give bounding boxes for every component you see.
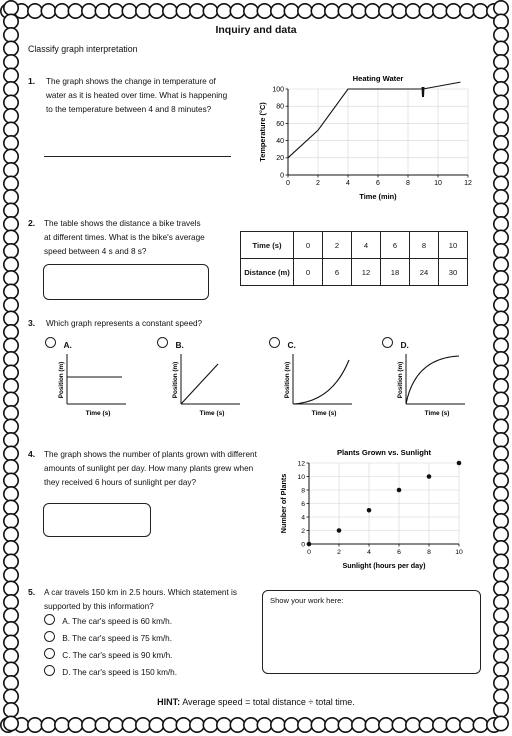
border-scallop <box>298 718 312 732</box>
border-scallop <box>494 649 508 663</box>
chart-title: Heating Water <box>352 74 404 83</box>
x-tick-label: 6 <box>376 180 380 187</box>
border-scallop <box>82 4 96 18</box>
border-scallop <box>494 608 508 622</box>
q5-number: 5. <box>28 587 36 597</box>
graph-line <box>181 364 218 404</box>
border-scallop <box>4 217 18 231</box>
border-scallop <box>494 109 508 123</box>
border-scallop <box>325 4 339 18</box>
radio-button[interactable] <box>269 337 280 348</box>
border-scallop <box>4 176 18 190</box>
temperature-line <box>288 82 461 158</box>
svg-text:Position (m): Position (m) <box>284 361 291 399</box>
border-scallop <box>494 244 508 258</box>
q3-option-c[interactable]: C. <box>269 335 296 353</box>
border-scallop <box>406 718 420 732</box>
border-scallop <box>494 500 508 514</box>
x-tick-label: 8 <box>427 549 431 556</box>
border-scallop <box>494 230 508 244</box>
border-scallop <box>284 718 298 732</box>
border-scallop <box>4 271 18 285</box>
border-scallop <box>379 4 393 18</box>
border-scallop <box>419 4 433 18</box>
border-scallop <box>494 379 508 393</box>
svg-text:Time (s): Time (s) <box>199 410 225 417</box>
border-scallop <box>257 4 271 18</box>
border-scallop <box>460 718 474 732</box>
border-scallop <box>82 718 96 732</box>
border-scallop <box>4 622 18 636</box>
border-scallop <box>473 4 487 18</box>
border-scallop <box>494 68 508 82</box>
thermometer-icon <box>422 87 425 97</box>
border-scallop <box>257 718 271 732</box>
graph-a <box>56 352 146 422</box>
border-scallop <box>149 4 163 18</box>
border-scallop <box>494 203 508 217</box>
border-scallop <box>176 718 190 732</box>
x-tick-label: 10 <box>434 180 442 187</box>
hint-text: Average speed = total distance ÷ total time. <box>182 697 355 707</box>
border-scallop <box>311 4 325 18</box>
border-scallop <box>494 352 508 366</box>
border-scallop <box>28 4 42 18</box>
border-scallop <box>4 68 18 82</box>
border-scallop <box>379 718 393 732</box>
x-tick-label: 6 <box>397 549 401 556</box>
graph-d <box>395 352 485 422</box>
border-scallop <box>4 298 18 312</box>
y-tick-label: 8 <box>301 487 305 495</box>
border-scallop <box>28 718 42 732</box>
q4-text: The graph shows the number of plants grown with different amounts of sunlight per day. How many plants grew when they received 6 hours of sunlight per day? <box>44 450 257 487</box>
border-scallop <box>494 676 508 690</box>
border-scallop <box>352 718 366 732</box>
border-scallop <box>190 718 204 732</box>
table-row: Distance (m) 0 6 12 18 24 30 <box>241 259 468 286</box>
border-scallop <box>4 608 18 622</box>
border-scallop <box>494 541 508 555</box>
svg-text:Position (m): Position (m) <box>58 361 65 399</box>
radio-button[interactable] <box>44 631 55 642</box>
radio-button[interactable] <box>44 665 55 676</box>
q3-option-b[interactable]: B. <box>157 335 184 353</box>
x-tick-label: 2 <box>337 549 341 556</box>
border-scallop <box>4 365 18 379</box>
y-tick-label: 12 <box>297 460 305 468</box>
border-scallop <box>203 4 217 18</box>
y-tick-label: 40 <box>276 138 284 145</box>
border-scallop <box>4 460 18 474</box>
border-scallop <box>494 122 508 136</box>
border-scallop <box>494 257 508 271</box>
border-scallop <box>4 352 18 366</box>
border-scallop <box>494 527 508 541</box>
q3-text: Which graph represents a constant speed? <box>46 319 203 328</box>
border-scallop <box>4 1 18 15</box>
x-axis-label: Time (min) <box>359 192 397 201</box>
border-scallop <box>4 419 18 433</box>
border-scallop <box>494 55 508 69</box>
border-scallop <box>4 82 18 96</box>
border-scallop <box>4 41 18 55</box>
border-scallop <box>494 554 508 568</box>
border-scallop <box>494 217 508 231</box>
border-scallop <box>55 718 69 732</box>
radio-button[interactable] <box>44 648 55 659</box>
border-scallop <box>460 4 474 18</box>
border-scallop <box>494 406 508 420</box>
border-scallop <box>4 635 18 649</box>
border-scallop <box>494 716 508 730</box>
border-scallop <box>494 581 508 595</box>
border-scallop <box>494 595 508 609</box>
border-scallop <box>446 718 460 732</box>
border-scallop <box>163 718 177 732</box>
border-scallop <box>4 527 18 541</box>
border-scallop <box>433 4 447 18</box>
radio-button[interactable] <box>382 337 393 348</box>
border-scallop <box>494 149 508 163</box>
y-tick-label: 60 <box>276 120 284 128</box>
svg-text:Time (s): Time (s) <box>85 410 111 417</box>
q5-text: A car travels 150 km in 2.5 hours. Which statement is supported by this information? <box>44 588 237 611</box>
border-scallop <box>338 718 352 732</box>
border-scallop <box>494 298 508 312</box>
border-scallop <box>494 568 508 582</box>
border-scallop <box>298 4 312 18</box>
border-scallop <box>284 4 298 18</box>
svg-text:Time (s): Time (s) <box>424 410 450 417</box>
x-tick-label: 8 <box>406 180 410 187</box>
border-scallop <box>4 473 18 487</box>
border-scallop <box>68 718 82 732</box>
q3-option-a[interactable]: A. <box>45 335 72 353</box>
y-tick-label: 20 <box>276 155 284 163</box>
border-scallop <box>406 4 420 18</box>
border-scallop <box>4 379 18 393</box>
border-scallop <box>176 4 190 18</box>
border-scallop <box>433 718 447 732</box>
border-scallop <box>4 284 18 298</box>
border-scallop <box>494 473 508 487</box>
border-scallop <box>4 338 18 352</box>
border-scallop <box>4 109 18 123</box>
border-scallop <box>4 676 18 690</box>
border-scallop <box>4 311 18 325</box>
border-scallop <box>4 325 18 339</box>
y-tick-label: 0 <box>280 172 284 180</box>
bike-distance-table <box>240 231 468 286</box>
q2-answer-box[interactable] <box>43 264 209 300</box>
border-scallop <box>4 716 18 730</box>
border-scallop <box>311 718 325 732</box>
border-scallop <box>136 718 150 732</box>
border-scallop <box>338 4 352 18</box>
work-box-label: Show your work here: <box>270 596 344 605</box>
border-scallop <box>494 662 508 676</box>
border-scallop <box>4 446 18 460</box>
x-tick-label: 2 <box>316 180 320 187</box>
y-tick-label: 0 <box>301 541 305 549</box>
border-scallop <box>203 718 217 732</box>
y-axis-label: Number of Plants <box>279 473 288 534</box>
x-tick-label: 12 <box>464 180 472 187</box>
work-box[interactable] <box>262 590 481 674</box>
border-scallop <box>109 718 123 732</box>
border-scallop <box>95 4 109 18</box>
border-scallop <box>473 718 487 732</box>
border-scallop <box>494 446 508 460</box>
border-scallop <box>149 718 163 732</box>
q5-option-a[interactable]: A. The car's speed is 60 km/h. <box>44 614 172 629</box>
border-scallop <box>217 718 231 732</box>
hint <box>0 697 512 707</box>
q3-number: 3. <box>28 318 36 328</box>
border-scallop <box>365 4 379 18</box>
data-point <box>337 528 342 533</box>
border-scallop <box>136 4 150 18</box>
graph-b <box>170 352 260 422</box>
plants-sunlight-chart <box>276 436 476 576</box>
border-scallop <box>4 163 18 177</box>
border-scallop <box>4 649 18 663</box>
border-scallop <box>190 4 204 18</box>
border-scallop <box>4 244 18 258</box>
q3-option-d[interactable]: D. <box>382 335 409 353</box>
y-tick-label: 4 <box>301 514 305 522</box>
border-scallop <box>494 338 508 352</box>
border-scallop <box>494 284 508 298</box>
graph-c <box>282 352 372 422</box>
border-scallop <box>244 4 258 18</box>
border-scallop <box>494 365 508 379</box>
y-tick-label: 100 <box>272 86 284 94</box>
border-scallop <box>494 136 508 150</box>
border-scallop <box>494 325 508 339</box>
border-scallop <box>494 41 508 55</box>
radio-button[interactable] <box>157 337 168 348</box>
border-scallop <box>494 176 508 190</box>
data-point <box>307 542 312 547</box>
y-tick-label: 80 <box>276 103 284 111</box>
border-scallop <box>494 82 508 96</box>
border-scallop <box>494 392 508 406</box>
border-scallop <box>494 635 508 649</box>
border-scallop <box>494 163 508 177</box>
border-scallop <box>325 718 339 732</box>
border-scallop <box>122 718 136 732</box>
q1-answer-line[interactable] <box>44 156 231 157</box>
border-scallop <box>4 122 18 136</box>
border-scallop <box>4 149 18 163</box>
border-scallop <box>4 257 18 271</box>
data-point <box>397 488 402 493</box>
q5-option-b[interactable]: B. The car's speed is 75 km/h. <box>44 631 172 646</box>
svg-text:Position (m): Position (m) <box>397 361 404 399</box>
x-tick-label: 4 <box>346 180 350 187</box>
x-tick-label: 10 <box>455 549 463 556</box>
radio-button[interactable] <box>45 337 56 348</box>
graph-line <box>406 356 459 404</box>
svg-text:Position (m): Position (m) <box>172 361 179 399</box>
chart-title: Plants Grown vs. Sunlight <box>336 448 432 457</box>
table-row: Time (s) 0 2 4 6 8 10 <box>241 232 468 259</box>
border-scallop <box>95 718 109 732</box>
border-scallop <box>4 554 18 568</box>
border-scallop <box>4 662 18 676</box>
q1-text: The graph shows the change in temperature of water as it is heated over time. What is happening to the temperature between 4 and 8 minutes? <box>46 77 228 114</box>
border-scallop <box>494 487 508 501</box>
q2-number: 2. <box>28 218 36 228</box>
border-scallop <box>4 514 18 528</box>
x-axis-label: Sunlight (hours per day) <box>342 561 426 570</box>
border-scallop <box>244 718 258 732</box>
border-scallop <box>4 95 18 109</box>
border-scallop <box>41 4 55 18</box>
border-scallop <box>4 230 18 244</box>
border-scallop <box>4 487 18 501</box>
y-axis-label: Temperature (°C) <box>258 102 267 162</box>
border-scallop <box>163 4 177 18</box>
border-scallop <box>122 4 136 18</box>
radio-button[interactable] <box>44 614 55 625</box>
border-scallop <box>4 541 18 555</box>
border-scallop <box>55 4 69 18</box>
border-scallop <box>271 718 285 732</box>
border-scallop <box>419 718 433 732</box>
border-scallop <box>109 4 123 18</box>
border-scallop <box>4 406 18 420</box>
y-tick-label: 2 <box>301 527 305 535</box>
q1-number: 1. <box>28 76 36 86</box>
graph-line <box>293 360 349 404</box>
border-scallop <box>271 4 285 18</box>
border-scallop <box>4 190 18 204</box>
border-scallop <box>4 203 18 217</box>
page-subtitle: Classify graph interpretation <box>28 44 138 54</box>
border-scallop <box>4 136 18 150</box>
heating-water-chart <box>255 62 485 212</box>
border-scallop <box>352 4 366 18</box>
svg-text:Time (s): Time (s) <box>311 410 337 417</box>
border-scallop <box>4 392 18 406</box>
q4-number: 4. <box>28 449 36 459</box>
border-scallop <box>217 4 231 18</box>
border-scallop <box>494 190 508 204</box>
border-scallop <box>4 581 18 595</box>
border-scallop <box>4 595 18 609</box>
border-scallop <box>494 460 508 474</box>
q5-option-d[interactable]: D. The car's speed is 150 km/h. <box>44 665 177 680</box>
border-scallop <box>392 718 406 732</box>
x-tick-label: 4 <box>367 549 371 556</box>
border-scallop <box>230 4 244 18</box>
q5-option-c[interactable]: C. The car's speed is 90 km/h. <box>44 648 172 663</box>
border-scallop <box>494 1 508 15</box>
page-title: Inquiry and data <box>215 24 297 36</box>
data-point <box>367 508 372 513</box>
q4-answer-box[interactable] <box>43 503 151 537</box>
border-scallop <box>4 433 18 447</box>
border-scallop <box>4 500 18 514</box>
border-scallop <box>4 568 18 582</box>
hint-label: HINT: <box>157 697 181 707</box>
data-point <box>427 474 432 479</box>
border-scallop <box>230 718 244 732</box>
border-scallop <box>494 419 508 433</box>
y-tick-label: 6 <box>301 500 305 508</box>
q2-text: The table shows the distance a bike travels at different times. What is the bike's average speed between 4 s and 8 s? <box>44 219 205 256</box>
x-tick-label: 0 <box>286 180 290 187</box>
border-scallop <box>446 4 460 18</box>
border-scallop <box>68 4 82 18</box>
border-scallop <box>494 311 508 325</box>
border-scallop <box>494 622 508 636</box>
data-point <box>457 461 462 466</box>
border-scallop <box>494 433 508 447</box>
border-scallop <box>365 718 379 732</box>
border-scallop <box>41 718 55 732</box>
border-scallop <box>4 55 18 69</box>
border-scallop <box>392 4 406 18</box>
x-tick-label: 0 <box>307 549 311 556</box>
border-scallop <box>494 271 508 285</box>
border-scallop <box>494 95 508 109</box>
y-tick-label: 10 <box>297 473 305 481</box>
border-scallop <box>494 514 508 528</box>
